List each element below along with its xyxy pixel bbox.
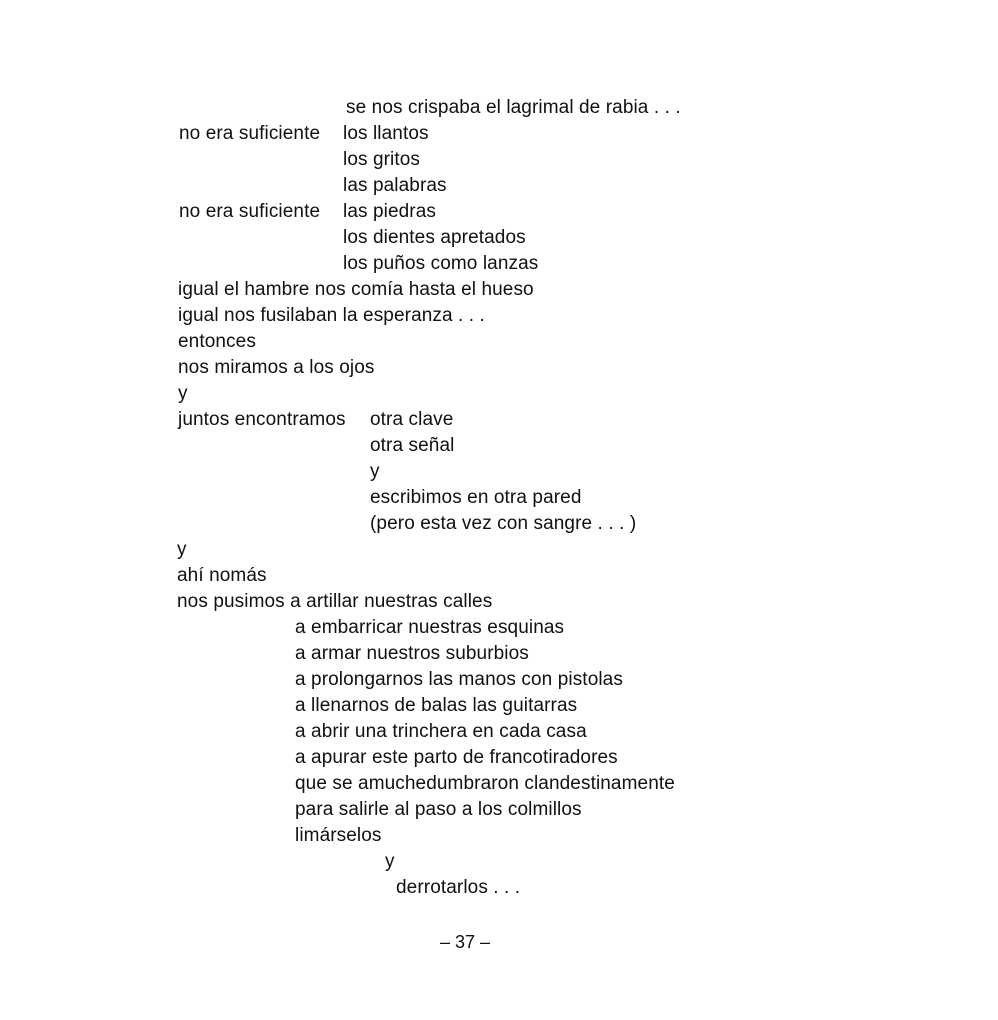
poem-line: a apurar este parto de francotiradores xyxy=(295,747,618,768)
poem-line: los dientes apretados xyxy=(343,227,526,248)
poem-line: derrotarlos . . . xyxy=(396,877,521,898)
poem-line: las palabras xyxy=(343,175,447,196)
poem-line: no era suficiente xyxy=(179,201,321,222)
poem-line: a llenarnos de balas las guitarras xyxy=(295,695,578,716)
poem-line: los puños como lanzas xyxy=(343,253,539,274)
poem-line: para salirle al paso a los colmillos xyxy=(295,799,582,820)
poem-line: los llantos xyxy=(343,123,429,144)
poem-line: los gritos xyxy=(343,149,421,170)
poem-line: otra señal xyxy=(370,435,455,456)
poem-line: y xyxy=(178,383,188,404)
poem-line: (pero esta vez con sangre . . . ) xyxy=(370,513,637,534)
page-number: – 37 – xyxy=(439,932,491,952)
poem-line: nos pusimos a artillar nuestras calles xyxy=(177,591,493,612)
poem-line: igual nos fusilaban la esperanza . . . xyxy=(178,305,485,326)
poem-line: las piedras xyxy=(343,201,436,222)
poem-line: a embarricar nuestras esquinas xyxy=(295,617,565,638)
poem-line: entonces xyxy=(178,331,256,352)
poem-line: se nos crispaba el lagrimal de rabia . . . xyxy=(346,97,681,118)
poem-line: igual el hambre nos comía hasta el hueso xyxy=(178,279,534,300)
poem-line: no era suficiente xyxy=(179,123,321,144)
poem-line: otra clave xyxy=(370,409,454,430)
poem-line: y xyxy=(385,851,395,872)
poem-line: que se amuchedumbraron clandestinamente xyxy=(295,773,675,794)
poem-line: escribimos en otra pared xyxy=(370,487,582,508)
poem-line: nos miramos a los ojos xyxy=(178,357,375,378)
poem-line: y xyxy=(370,461,380,482)
poem-line: a prolongarnos las manos con pistolas xyxy=(295,669,623,690)
poem-line: y xyxy=(177,539,187,560)
poem-line: ahí nomás xyxy=(177,565,267,586)
poem-line: a abrir una trinchera en cada casa xyxy=(295,721,587,742)
poem-line: limárselos xyxy=(295,825,382,846)
poem-line: a armar nuestros suburbios xyxy=(295,643,529,664)
poem-line: juntos encontramos xyxy=(178,409,346,430)
